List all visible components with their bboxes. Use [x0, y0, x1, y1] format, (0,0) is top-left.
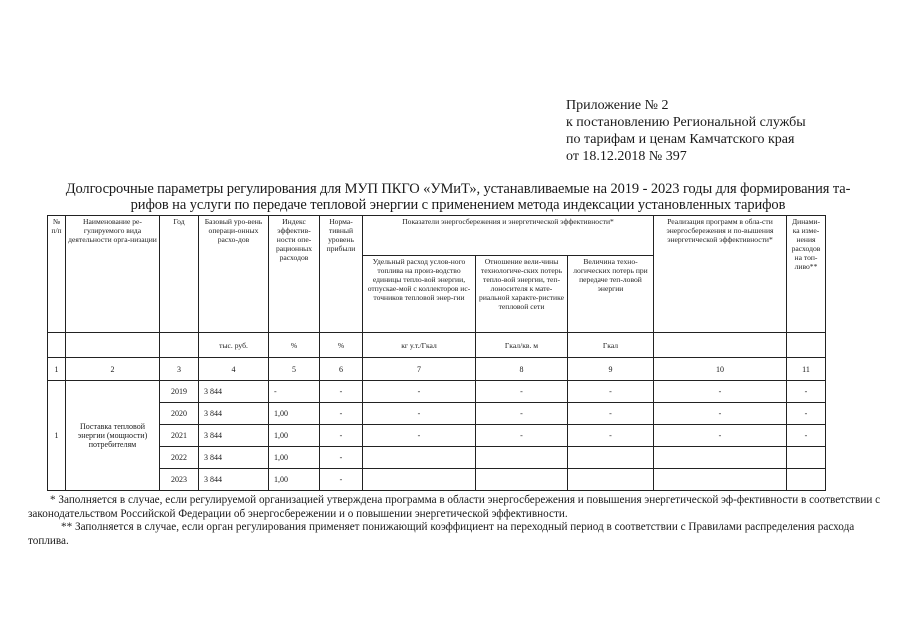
base-level-cell: 3 844	[199, 469, 269, 491]
header-year: Год	[160, 216, 199, 333]
table-row	[48, 403, 826, 425]
losses-cell: -	[568, 403, 654, 425]
parameters-table	[47, 215, 826, 491]
unit-loss-ratio: Гкал/кв. м	[476, 333, 568, 358]
table-row	[48, 425, 826, 447]
loss-ratio-cell: -	[476, 381, 568, 403]
programs-cell: -	[654, 381, 787, 403]
index-cell: 1,00	[269, 403, 320, 425]
year-cell: 2021	[160, 425, 199, 447]
column-number: 11	[787, 358, 826, 381]
footnotes	[28, 494, 888, 548]
profit-cell: -	[320, 425, 363, 447]
programs-cell: -	[654, 425, 787, 447]
fuel-cell	[363, 469, 476, 491]
fuel-cell: -	[363, 425, 476, 447]
losses-cell: -	[568, 425, 654, 447]
appendix-line-4: от 18.12.2018 № 397	[566, 149, 687, 164]
unit-efficiency-index: %	[269, 333, 320, 358]
column-number: 1	[48, 358, 66, 381]
column-number: 6	[320, 358, 363, 381]
unit-losses: Гкал	[568, 333, 654, 358]
profit-cell: -	[320, 403, 363, 425]
programs-cell	[654, 469, 787, 491]
table-row	[48, 381, 826, 403]
fuel-cell	[363, 447, 476, 469]
loss-ratio-cell	[476, 469, 568, 491]
header-losses: Величина техно-логических потерь при передаче теп-ловой энергии	[568, 256, 654, 333]
fuel-cell: -	[363, 381, 476, 403]
header-programs: Реализация программ в обла-сти энергосбережения и по-вышения энергетической эффективности*	[654, 216, 787, 333]
header-number: № п/п	[48, 216, 66, 333]
losses-cell	[568, 447, 654, 469]
column-number: 8	[476, 358, 568, 381]
index-cell: 1,00	[269, 425, 320, 447]
index-cell: 1,00	[269, 469, 320, 491]
loss-ratio-cell	[476, 447, 568, 469]
programs-cell	[654, 447, 787, 469]
appendix-line-1: Приложение № 2	[566, 98, 669, 113]
table-row	[48, 447, 826, 469]
base-level-cell: 3 844	[199, 447, 269, 469]
year-cell: 2020	[160, 403, 199, 425]
fuel-dynamics-cell	[787, 447, 826, 469]
base-level-cell: 3 844	[199, 425, 269, 447]
fuel-cell: -	[363, 403, 476, 425]
programs-cell: -	[654, 403, 787, 425]
header-profit-level: Норма-тивный уровень прибыли	[320, 216, 363, 333]
unit-fuel-consumption: кг у.т./Гкал	[363, 333, 476, 358]
base-level-cell: 3 844	[199, 403, 269, 425]
profit-cell: -	[320, 469, 363, 491]
column-number: 10	[654, 358, 787, 381]
column-number: 5	[269, 358, 320, 381]
header-fuel-dynamics: Динами-ка изме-нения расходов на топ-ливо**	[787, 216, 826, 333]
header-loss-ratio: Отношение вели-чины технологиче-ских потерь тепло-вой энергии, теп-лоносителя к мате-риальной характе-ристике тепловой сети	[476, 256, 568, 333]
fuel-dynamics-cell: -	[787, 381, 826, 403]
appendix-line-3: по тарифам и ценам Камчатского края	[566, 132, 795, 147]
unit-profit-level: %	[320, 333, 363, 358]
column-number: 4	[199, 358, 269, 381]
header-activity: Наименование ре-гулируемого вида деятельности орга-низации	[66, 216, 160, 333]
activity-name: Поставка тепловой энергии (мощности) потребителям	[66, 381, 160, 491]
loss-ratio-cell: -	[476, 403, 568, 425]
column-number: 2	[66, 358, 160, 381]
fuel-dynamics-cell	[787, 469, 826, 491]
base-level-cell: 3 844	[199, 381, 269, 403]
title-line-1: Долгосрочные параметры регулирования для МУП ПКГО «УМиТ», устанавливаемые на 2019 - 2023 годы для формирования та-	[65, 181, 851, 197]
index-cell: -	[269, 381, 320, 403]
loss-ratio-cell: -	[476, 425, 568, 447]
header-energy-group: Показатели энергосбережения и энергетической эффективности*	[363, 216, 654, 256]
column-number: 3	[160, 358, 199, 381]
header-fuel-consumption: Удельный расход услов-ного топлива на произ-водство единицы тепло-вой энергии, отпускае-мой с коллекторов ис-точников тепловой энер-гии	[363, 256, 476, 333]
row-number: 1	[48, 381, 66, 491]
year-cell: 2022	[160, 447, 199, 469]
header-efficiency-index: Индекс эффектив-ности опе-рационных расходов	[269, 216, 320, 333]
column-number: 9	[568, 358, 654, 381]
appendix-block	[566, 97, 886, 165]
losses-cell: -	[568, 381, 654, 403]
appendix-line-2: к постановлению Региональной службы	[566, 115, 806, 130]
year-cell: 2019	[160, 381, 199, 403]
header-base-level: Базовый уро-вень операци-онных расхо-дов	[199, 216, 269, 333]
table-row	[48, 469, 826, 491]
footnote-2: ** Заполняется в случае, если орган регулирования применяет понижающий коэффициент на переходный период в соответствии с Правилами распределения расхода топлива.	[28, 521, 855, 547]
document-title	[28, 181, 888, 213]
profit-cell: -	[320, 447, 363, 469]
fuel-dynamics-cell: -	[787, 403, 826, 425]
unit-base-level: тыс. руб.	[199, 333, 269, 358]
footnote-1: * Заполняется в случае, если регулируемой организацией утверждена программа в области энергосбережения и повышения энергетической эф-фективности в соответствии с законодательством Российской Федерации об энергосбережении и о повышении энергетической эффективности.	[28, 494, 881, 520]
profit-cell: -	[320, 381, 363, 403]
year-cell: 2023	[160, 469, 199, 491]
losses-cell	[568, 469, 654, 491]
title-line-2: рифов на услуги по передаче тепловой энергии с применением метода индексации установленных тарифов	[130, 197, 786, 213]
fuel-dynamics-cell: -	[787, 425, 826, 447]
index-cell: 1,00	[269, 447, 320, 469]
column-number: 7	[363, 358, 476, 381]
